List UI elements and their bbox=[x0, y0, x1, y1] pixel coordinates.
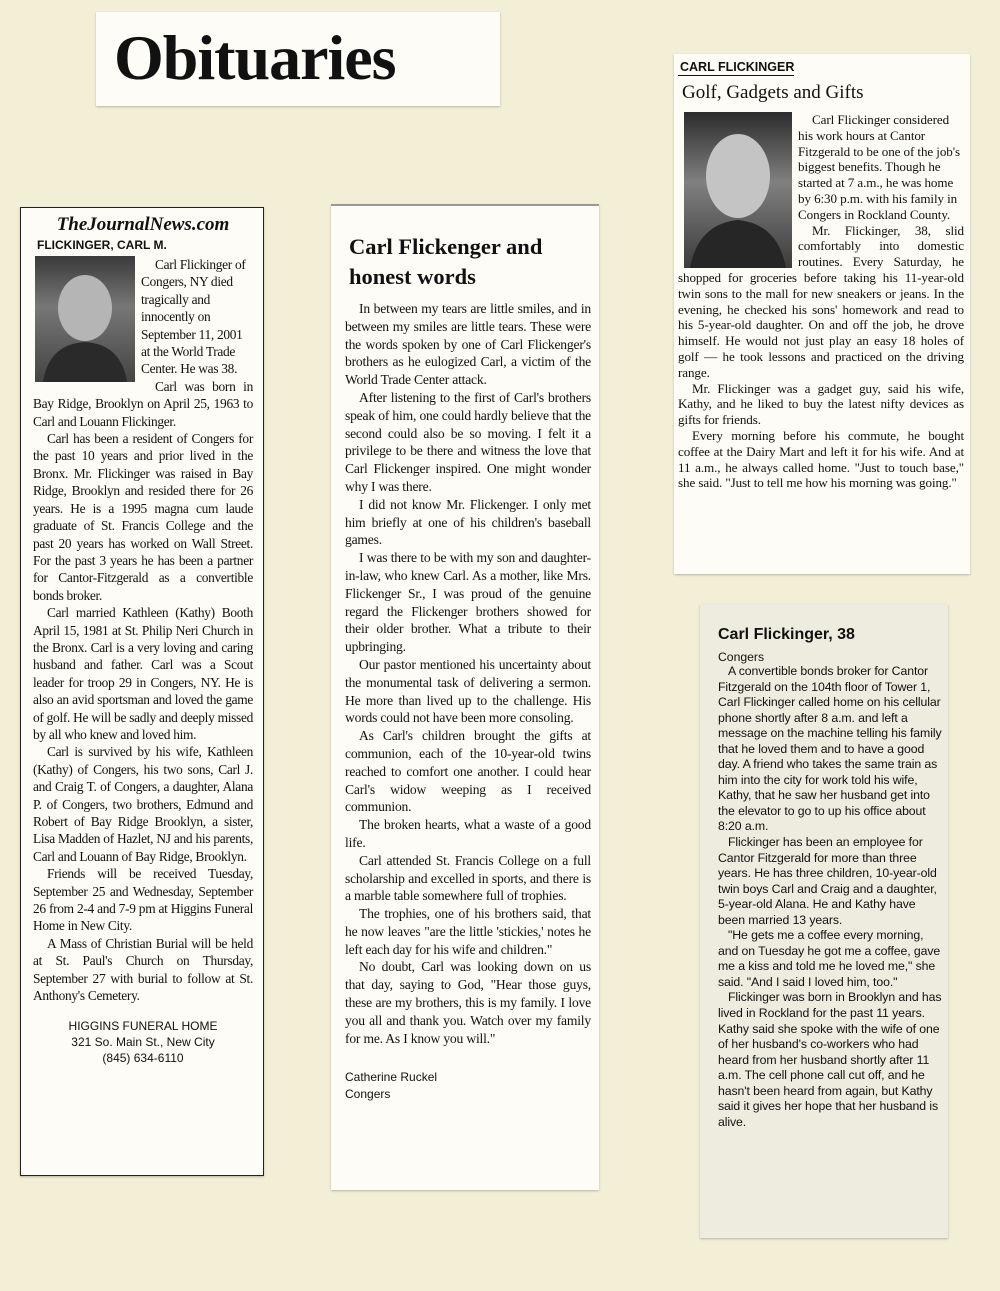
obituary-paragraph: Carl married Kathleen (Kathy) Booth April 15, 1981 at St. Philip Neri Church in the Bronx. Carl is a very loving and caring husband and father. Carl was a Scout leader for troop 29 in Congers, NY. He is also an avid sportsman and loved the game of golf. He will be sadly and deeply missed by all who knew and loved him. bbox=[33, 605, 253, 742]
page-title: Obituaries bbox=[114, 22, 396, 93]
obituary-body bbox=[33, 256, 253, 1004]
clipping-paragraph: A convertible bonds broker for Cantor Fitzgerald on the 104th floor of Tower 1, Carl Flickinger called home on his cellular phone shortly after 8 a.m. and left a message on the machine telling his family that he loved them and to have a good day. A friend who takes the same train as him into the city for work told his wife, Kathy, that he saw her husband get into the elevator to go to up his office about 8:20 a.m. bbox=[718, 664, 942, 834]
clipping-headline: Carl Flickinger, 38 bbox=[718, 626, 855, 643]
profile-paragraph: Carl Flickinger considered his work hours at Cantor Fitzgerald to be one of the job's biggest benefits. Though he started at 7 a.m., he was home by 6:30 p.m. with his family in Congers in Rockland County. bbox=[798, 112, 960, 222]
clipping-paragraph: Flickinger has been an employee for Cantor Fitzgerald for more than three years. He has three children, 10-year-old twin boys Carl and Craig and a daughter, 5-year-old Alana. He and Kathy have been married 13 years. bbox=[718, 835, 937, 927]
journal-news-obituary bbox=[20, 207, 264, 1176]
obituary-name-heading: FLICKINGER, CARL M. bbox=[37, 238, 167, 252]
profile-paragraph: Every morning before his commute, he bought coffee at the Dairy Mart and left it for his wife. And at 11 a.m., he always called home. "Just to touch base," she said. "Just to tell me how his morning was going." bbox=[678, 427, 964, 491]
letter-paragraph: After listening to the first of Carl's brothers speak of him, one could hardly believe that the second could also be so moving. I felt it a privilege to be there and witness the love that Carl Flickenger inspired. One might wonder why I was there. bbox=[345, 389, 591, 494]
clipping-paragraph: "He gets me a coffee every morning, and on Tuesday he got me a coffee, gave me a kiss and told me he loved me," she said. "And I said I loved him, too." bbox=[718, 928, 941, 989]
obituary-paragraph: A Mass of Christian Burial will be held at St. Paul's Church on Thursday, September 27 with burial to follow at St. Anthony's Cemetery. bbox=[33, 935, 253, 1004]
letter-body bbox=[345, 300, 591, 1047]
obituary-paragraph: Carl has been a resident of Congers for the past 10 years and prior lived in the Bronx. Mr. Flickinger was raised in Bay Ridge, Brooklyn and resided there for 26 years. He is a 1995 magna cum laude graduate of St. Francis College and the past 20 years has worked on Wall Street. For the past 3 years he has been a partner for Cantor-Fitzgerald as a convertible bonds broker. bbox=[33, 431, 253, 603]
obituary-lead: Carl Flickinger of Congers, NY died tragically and innocently on September 11, 2001 at the World Trade Center. He was 38. bbox=[141, 257, 246, 377]
funeral-home-phone: (845) 634-6110 bbox=[102, 1051, 184, 1066]
obituary-paragraph: Carl was born in Bay Ridge, Brooklyn on April 25, 1963 to Carl and Louann Flickinger. bbox=[33, 378, 253, 429]
author-name: Catherine Ruckel bbox=[345, 1070, 438, 1085]
letter-paragraph: The broken hearts, what a waste of a good life. bbox=[345, 817, 591, 850]
profile-headline: Golf, Gadgets and Gifts bbox=[682, 82, 864, 103]
letter-paragraph: In between my tears are little smiles, and in between my smiles are little tears. These were the words spoken by one of Carl Flickenger's brothers as he eulogized Carl, a victim of the World Trade Center attack. bbox=[345, 301, 591, 388]
portrait-photo bbox=[35, 256, 135, 382]
obituary-paragraph: Friends will be received Tuesday, September 25 and Wednesday, September 26 from 2-4 and 7-9 pm at Higgins Funeral Home in New City. bbox=[33, 866, 253, 934]
golf-gadgets-clipping bbox=[674, 54, 970, 574]
funeral-home-block bbox=[33, 1018, 253, 1066]
clipping-paragraph: Flickinger was born in Brooklyn and has lived in Rockland for the past 11 years. Kathy said she spoke with the wife of one of her husband's co-workers who had heard from her husband shortly after 11 a.m. The cell phone call cut off, and he hasn't been heard from again, but Kathy said it gives her hope that her husband is alive. bbox=[718, 990, 942, 1129]
funeral-home-name: HIGGINS FUNERAL HOME bbox=[68, 1019, 218, 1034]
letter-paragraph: No doubt, Carl was looking down on us that day, saying to God, "Hear those guys, these are my brothers, this is my family. I love you all and thank you. Watch over my family for me. As I know you will." bbox=[345, 959, 591, 1046]
portrait-photo bbox=[684, 112, 792, 268]
letter-paragraph: I was there to be with my son and daughter-in-law, who knew Carl. As a mother, like Mrs. Flickenger Sr., I was proud of the genuine regard the Flickenger brothers showed for their older brother. What a tribute to their upbringing. bbox=[345, 550, 591, 655]
author-town: Congers bbox=[345, 1087, 391, 1102]
profile-body bbox=[678, 112, 964, 491]
portrait-icon bbox=[35, 256, 135, 382]
letter-paragraph: Carl attended St. Francis College on a full scholarship and excelled in sports, and there is a marble table somewhere full of trophies. bbox=[345, 852, 591, 904]
letter-paragraph: Our pastor mentioned his uncertainty about the monumental task of delivering a sermon. He more than lived up to the challenge. His words could not have been more consoling. bbox=[345, 656, 591, 726]
letter-paragraph: I did not know Mr. Flickenger. I only met him briefly at one of his children's baseball games. bbox=[345, 496, 591, 548]
profile-paragraph: Mr. Flickinger was a gadget guy, said his wife, Kathy, and he liked to buy the latest nifty devices as gifts for friends. bbox=[678, 380, 964, 428]
obituary-paragraph: Carl is survived by his wife, Kathleen (Kathy) of Congers, his two sons, Carl J. and Craig T. of Congers, a daughter, Alana P. of Congers, two brothers, Edmund and Robert of Bay Ridge Brooklyn, a sister, Lisa Madden of Hazlet, NJ and his parents, Carl and Louann of Bay Ridge, Brooklyn. bbox=[33, 744, 253, 864]
clipping-place: Congers bbox=[718, 650, 765, 664]
ruckel-letter-clipping bbox=[331, 204, 599, 1190]
masthead: TheJournalNews.com bbox=[56, 214, 230, 235]
profile-paragraph: Mr. Flickinger, 38, slid comfortably into domestic routines. Every Saturday, he shopped for groceries before taking his 11-year-old twin sons to the mall for new sneakers or jeans. In the evening, he checked his sons' homework and read to his 5-year-old daughter. On and off the job, he drove himself. He would not just play an easy 18 holes of golf — he took lessons and practiced on the driving range. bbox=[678, 222, 964, 380]
letter-paragraph: As Carl's children brought the gifts at communion, each of the 10-year-old twins reached to comfort one another. I could hear Carl's widow weeping as I received communion. bbox=[345, 728, 591, 815]
letter-paragraph: The trophies, one of his brothers said, that he now leaves "are the little 'stickies,' notes he left each day for his wife and children." bbox=[345, 906, 591, 957]
clipping-body bbox=[718, 664, 942, 1130]
letter-headline: Carl Flickenger and honest words bbox=[349, 234, 543, 289]
obituaries-header-clipping bbox=[96, 12, 500, 106]
letter-signature bbox=[345, 1069, 591, 1103]
profile-label: CARL FLICKINGER bbox=[680, 60, 795, 74]
funeral-home-address: 321 So. Main St., New City bbox=[71, 1035, 215, 1050]
portrait-icon bbox=[684, 112, 792, 268]
carl-38-clipping bbox=[700, 604, 948, 1238]
